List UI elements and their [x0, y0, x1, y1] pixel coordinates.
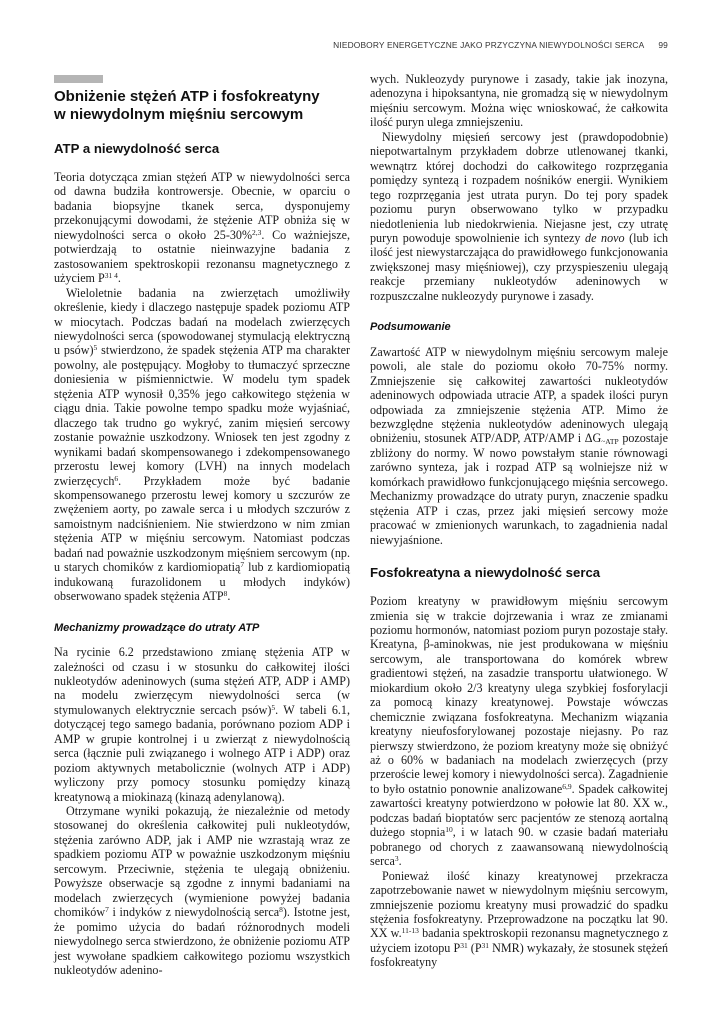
citation: 7	[240, 560, 245, 570]
text: (lub ich ilość jest niewystarczająca do prawidłowego funkcjonowania zwiększonej masy mięśniowej), czy przyspieszeniu ulegają reakcje przemiany nukleotydów adeninowych w rozpuszczalne nukleozydy purynowe i zasady.	[370, 230, 668, 303]
subheading-summary: Podsumowanie	[370, 321, 451, 334]
text: .	[117, 271, 121, 286]
paragraph	[370, 869, 668, 970]
paragraph	[370, 345, 668, 547]
citation: 5	[271, 702, 276, 712]
text: Otrzymane wyniki pokazują, że niezależnie od metody stosowanej do określenia całkowitej puli nukleotydów, stężenia zarówno ADP, jak i AMP nie wzrastają wraz ze spadkiem poziomu ATP w poważnie uszkodzonym mięśniu sercowym. Przeciwnie, stężenia te ulegają obniżeniu. Powyższe obserwacje są zgodne z innymi badaniami na modelach zwierzęcych (wymienione powyżej badania chomików	[54, 804, 350, 920]
text: . Spadek całkowitej zawartości kreatyny potwierdzono w połowie lat 80. XX w., podczas badań bioptatów serc pacjentów ze stenozą aortalną dużego stopnia	[370, 781, 668, 840]
text: .	[227, 589, 231, 604]
citation: 10	[445, 825, 453, 835]
left-column	[54, 88, 350, 977]
section-marker-bar	[54, 75, 103, 83]
right-column	[370, 72, 668, 970]
subheading-phosphocreatine: Fosfokreatyna a niewydolność serca	[370, 565, 601, 581]
paragraph	[54, 286, 350, 604]
text: . W tabeli 6.1, dotyczącej tego samego badania, porównano poziom ADP i AMP w grupie kontrolnej i u zwierząt z niewydolnością serca (łącznie puli związanego i wolnego ATP i ADP) oraz poziom aktywnych metabolicznie (wolnych ATP i ADP) wyliczony przy pomocy stosunku pomiędzy kinazą kreatynową a miokinazą (kinazą adenylanową).	[54, 702, 350, 804]
superscript: 31 4	[104, 271, 118, 281]
text: Niewydolny mięsień sercowy jest (prawdopodobnie) niepotwartalnym przykładem dobrze utlenowanej tkanki, wewnątrz której dochodzi do całkowitego rozprzęgania pomiędzy syntezą i rozpadem nośników energii. Wynikiem tego rozprzęgania jest utrata puryn. Do tej pory spadek poziomu puryn obserwowano tylko w przypadku niedotlenienia lub niedokrwienia. Niejasne jest, czy utratę puryn powoduje spowolnienie ich syntezy	[370, 129, 668, 245]
text: . Przykładem może być badanie skompensowanego przerostu lewej komory u szczurów ze zwężeniem aorty, po zawale serca i u młodych szczurów z samoistnym nadciśnieniem. Nie stwierdzono w nim zmian stężenia ATP w mięśniu sercowym. Natomiast podczas badań nad poważnie uszkodzonym mięśniem sercowym (np. u starych chomików z kardiomiopatią	[54, 473, 350, 575]
superscript: 31	[460, 940, 468, 950]
text: Ponieważ ilość kinazy kreatynowej przekracza zapotrzebowanie nawet w niewydolnym mięśniu sercowym, zmniejszenie poziomu kreatyny musi prowadzić do spadku stężenia fosfokreatyny. Przeprowadzone na początku lat 90. XX w.	[370, 868, 668, 941]
text: Wieloletnie badania na zwierzętach umożliwiły określenie, kiedy i dlaczego następuje spadek poziomu ATP w miocytach. Podczas badań na modelach zwierzęcych niewydolności serca (spowodowanej stymulacją elektryczną u psów)	[54, 285, 350, 358]
citation: 8	[223, 589, 228, 599]
text: i indyków z niewydolnością serca	[108, 905, 280, 920]
text: lub z kardiomiopatią indukowaną furazolidonem u młodych indyków) obserwowano spadek stężenia ATP	[54, 560, 351, 604]
text: (P	[467, 940, 482, 955]
text: .	[398, 854, 402, 869]
citation: 6	[114, 473, 119, 483]
page-number: 99	[658, 40, 668, 50]
citation: 2,3	[252, 227, 262, 237]
citation: 11-13	[401, 926, 419, 936]
italic-term: de novo	[585, 230, 625, 245]
paragraph	[370, 130, 668, 303]
running-title: NIEDOBORY ENERGETYCZNE JAKO PRZYCZYNA NIEWYDOLNOŚCI SERCA	[333, 40, 645, 50]
text: ). Istotne jest, że pomimo użycia do badań różnorodnych modeli niewydolnego serca stwierdzono, że obniżenie poziomu ATP jest wywołane spadkiem całkowitego poziomu wszystkich nukleotydów adenino-	[54, 905, 350, 978]
text: Teoria dotycząca zmian stężeń ATP w niewydolności serca od dawna budziła kontrowersje. Obecnie, w oparciu o badania biopsyjne tkanek serca, dysponujemy przekonującymi dowodami, że stężenie ATP obniża się w niewydolności serca o około 25-30%	[54, 170, 350, 242]
paragraph	[54, 170, 350, 286]
running-header	[333, 40, 668, 50]
section-title-line2: w niewydolnym mięśniu sercowym	[54, 106, 304, 123]
superscript: 31	[481, 940, 490, 950]
text: . Co ważniejsze, potwierdzają to ostatnie nieinwazyjne badania z zastosowaniem spektroskopii rezonansu magnetycznego z użyciem P	[54, 227, 350, 286]
subscript: ~ATP	[601, 437, 619, 447]
subheading-atp: ATP a niewydolność serca	[54, 141, 220, 156]
paragraph: wych. Nukleozydy purynowe i zasady, takie jak inozyna, adenozyna i hipoksantyna, nie gromadzą się w niewydolnym mięśniu sercowym. Można więc wnioskować, że całkowita ilość puryn ulega zmniejszeniu.	[370, 72, 668, 130]
paragraph	[54, 804, 350, 977]
text: Poziom kreatyny w prawidłowym mięśniu sercowym zmienia się w trakcie dojrzewania i wraz ze zmianami poziomu hormonów, natomiast poziom puryn pozostaje stały. Kreatyna, β-aminokwas, nie jest produkowana w mięśniu sercowym, ale transportowana do komórek wbrew gradientowi stężeń, na zasadzie transportu ułatwionego. W miokardium około 2/3 kreatyny ulega szybkiej fosforylacji za pomocą kinazy kreatynowej. Powstaje wówczas chemicznie związana fosfokreatyna. Mechanizm wiązania kreatyny nieufosforylowanej pozostaje niejasny. Po raz pierwszy stwierdzono, że poziom kreatyny może się obniżyć aż o 60% w badaniach na modelach zwierzęcych (przy przeroście lewej komory i niewydolności serca). Zagadnienie to było ostatnio ponownie analizowane	[370, 594, 668, 796]
citation: 6,9	[562, 781, 572, 791]
text: pozostaje zbliżony do normy. W nowo powstałym stanie równowagi zarówno synteza, jak i rozpad ATP są wolniejsze niż w komórkach prawidłowo funkcjonującego mięśnia sercowego. Mechanizmy prowadzące do utraty puryn, znaczenie spadku stężenia ATP i czas, przez jaki mięsień sercowy może pracować w zmienionych warunkach, to zagadnienia nadal niewyjaśnione.	[370, 431, 668, 547]
text: Na rycinie 6.2 przedstawiono zmianę stężenia ATP w zależności od czasu i w stosunku do całkowitej ilości nukleotydów adeninowych (suma stężeń ATP, ADP i AMP) na modelu zwierzęcym niewydolności serca (w stymulowanych elektrycznie sercach psów)	[54, 645, 350, 717]
citation: 5	[93, 343, 98, 353]
paragraph	[370, 594, 668, 869]
citation: 8	[279, 905, 283, 915]
section-title-line1: Obniżenie stężeń ATP i fosfokreatyny	[54, 88, 320, 105]
section-title	[54, 88, 350, 124]
text: Zawartość ATP w niewydolnym mięśniu sercowym maleje powoli, ale stale do poziomu około 70-75% normy. Zmniejszenie się całkowitej zawartości nukleotydów adeninowych odpowiada utracie ATP, a spadek ilości puryn odpowiada za zmniejszenie stężenia ATP. Mimo że bezwzględne stężenia nukleotydów adeninowych ulegają obniżeniu, stosunek ATP/ADP, ATP/AMP i ΔG	[370, 344, 668, 446]
text: , i w latach 90. w czasie badań materiału pobranego od chorych z zaawansowaną niewydolnością serca	[370, 825, 668, 869]
citation: 7	[105, 905, 109, 915]
text: badania spektroskopii rezonansu magnetycznego z użyciem izotopu P	[370, 926, 668, 955]
paragraph	[54, 645, 350, 804]
text: stwierdzono, że spadek stężenia ATP ma charakter powolny, ale postępujący. Mogłoby to tłumaczyć sprzeczne doniesienia w piśmiennictwie. W modelu tym spadek stężenia ATP wynosił 0,35% jego całkowitego stężenia w ciągu dnia. Takie powolne tempo spadku może wyjaśniać, dlaczego tak trudno go wykryć, zanim mięsień sercowy zostanie poważnie uszkodzony. Wniosek ten jest zgodny z wynikami badań skompensowanego i zdekompensowanego przerostu lewej komory (LVH) na innych modelach zwierzęcych	[54, 343, 350, 488]
citation: 3	[394, 854, 399, 864]
subheading-mechanisms: Mechanizmy prowadzące do utraty ATP	[54, 621, 260, 634]
text: NMR) wykazały, że stosunek stężeń fosfokreatyny	[370, 940, 669, 970]
